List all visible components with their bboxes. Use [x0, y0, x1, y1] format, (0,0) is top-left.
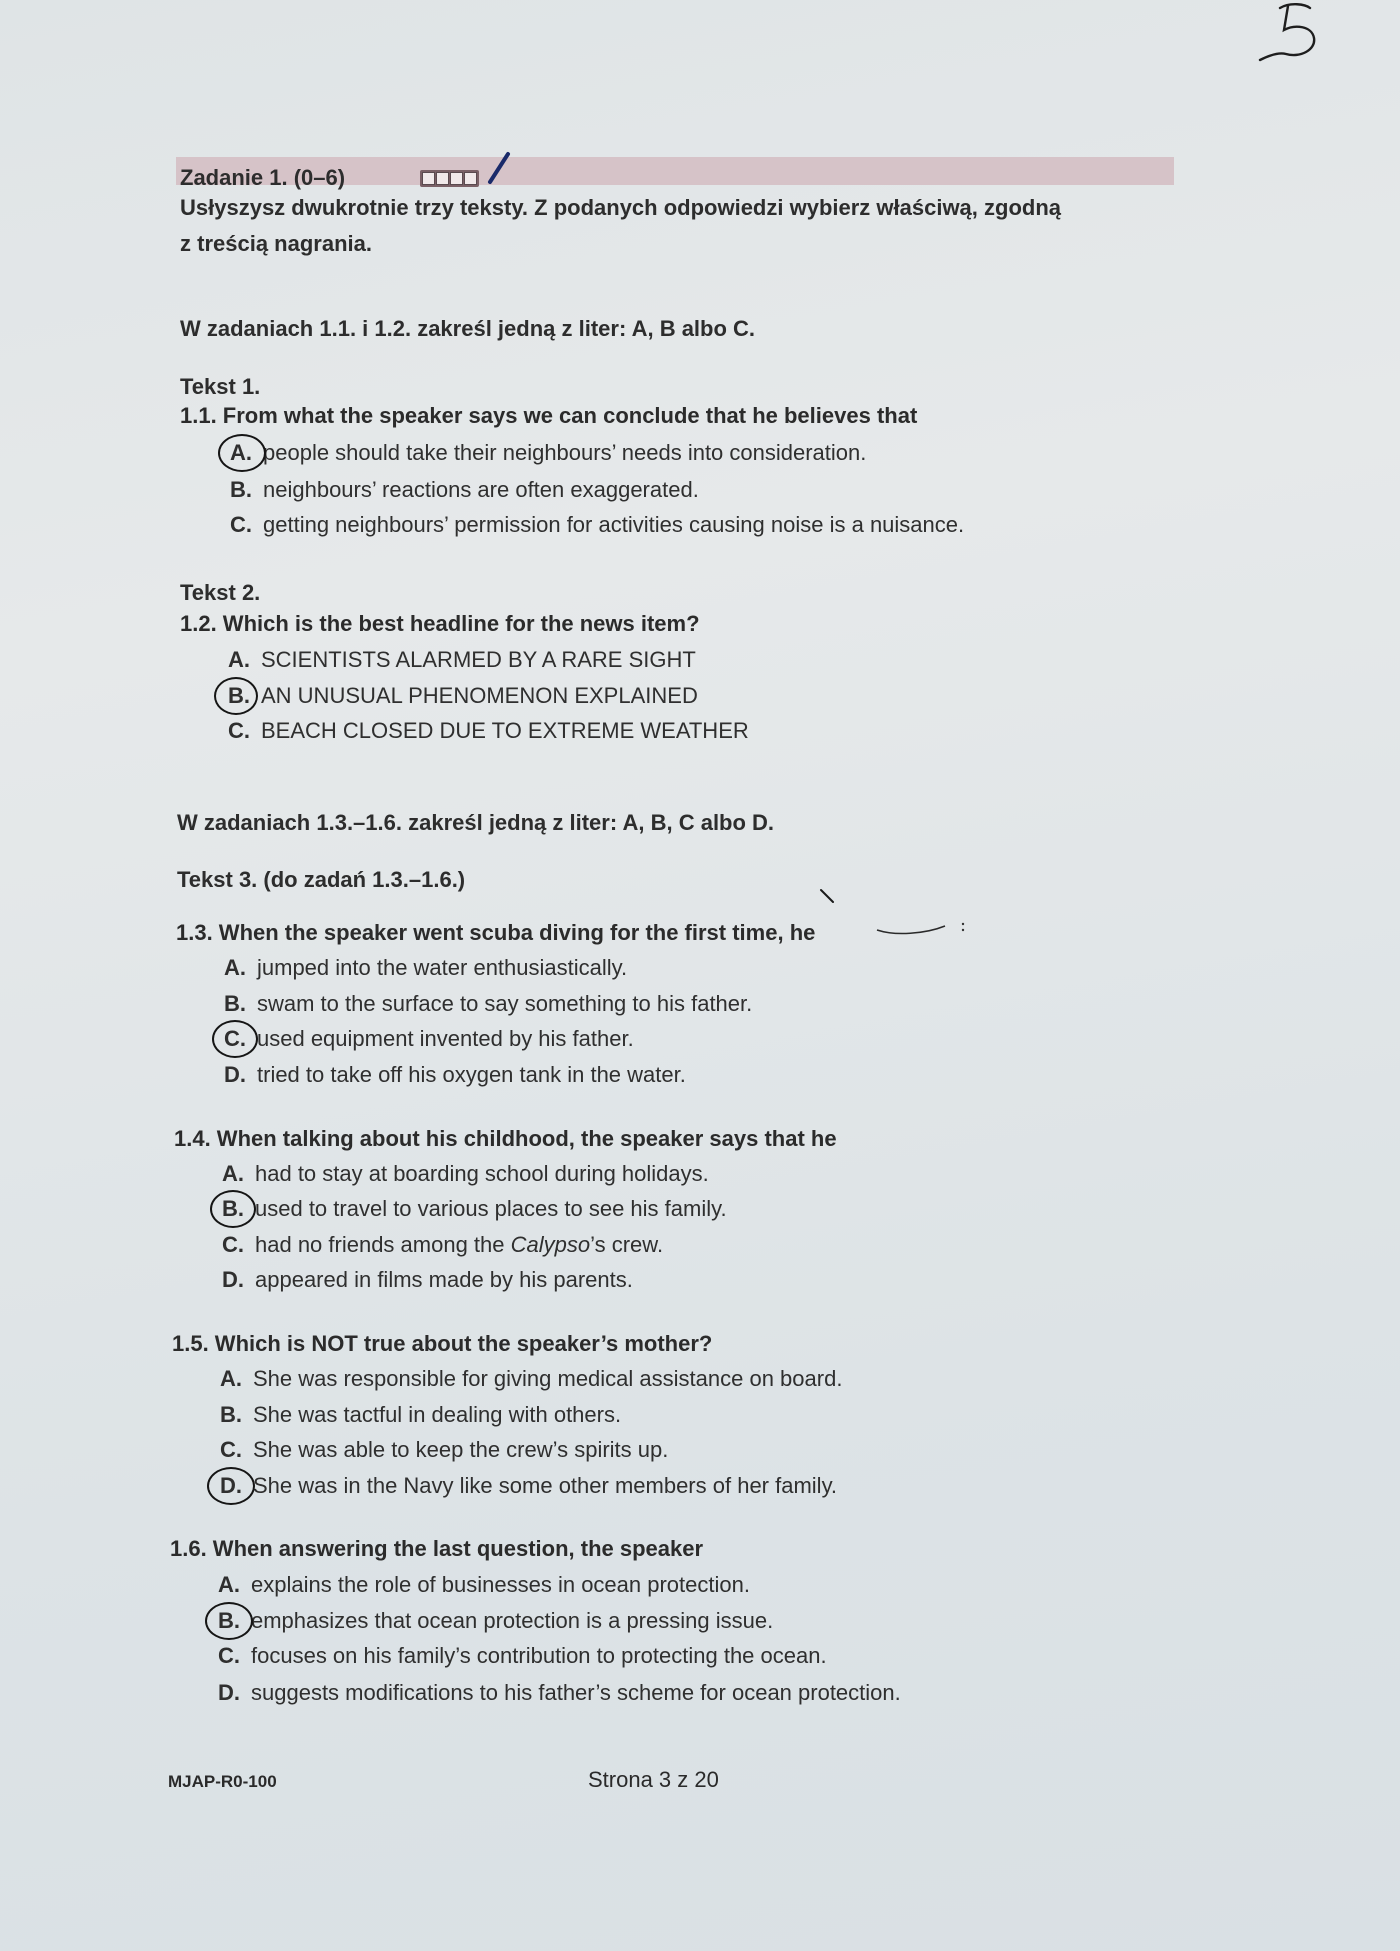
- option-1-2-b[interactable]: B. AN UNUSUAL PHENOMENON EXPLAINED: [228, 683, 698, 709]
- question-1-1: 1.1. From what the speaker says we can conclude that he believes that: [180, 403, 918, 428]
- text2-heading: Tekst 2.: [180, 580, 261, 605]
- option-1-4-d[interactable]: D. appeared in films made by his parents.: [222, 1267, 633, 1292]
- option-1-3-d[interactable]: D. tried to take off his oxygen tank in the water.: [224, 1062, 686, 1087]
- option-1-6-c[interactable]: C. focuses on his family’s contribution to protecting the ocean.: [218, 1643, 827, 1668]
- question-1-3: 1.3. When the speaker went scuba diving for the first time, he: [176, 920, 816, 945]
- option-1-6-b[interactable]: B. emphasizes that ocean protection is a pressing issue.: [218, 1608, 773, 1634]
- text3-heading: Tekst 3. (do zadań 1.3.–1.6.): [177, 867, 466, 892]
- score-box: [436, 172, 449, 185]
- option-1-5-a[interactable]: A. She was responsible for giving medical assistance on board.: [220, 1366, 843, 1391]
- handwritten-page-mark: [1250, 0, 1330, 75]
- option-1-1-a[interactable]: A. people should take their neighbours’ needs into consideration.: [230, 440, 866, 466]
- answer-circle: [218, 434, 266, 472]
- option-1-3-c[interactable]: C. used equipment invented by his father.: [224, 1026, 634, 1052]
- page-number: Strona 3 z 20: [588, 1767, 719, 1792]
- score-box: [450, 172, 463, 185]
- text1-heading: Tekst 1.: [180, 374, 261, 399]
- task-title: Zadanie 1. (0–6): [180, 165, 346, 190]
- option-1-5-c[interactable]: C. She was able to keep the crew’s spirits up.: [220, 1437, 669, 1462]
- question-1-4: 1.4. When talking about his childhood, the speaker says that he: [174, 1126, 837, 1151]
- score-box: [422, 172, 435, 185]
- pen-slash-mark: [478, 150, 512, 188]
- option-1-3-b[interactable]: B. swam to the surface to say something to his father.: [224, 991, 753, 1016]
- answer-circle: [205, 1602, 253, 1640]
- option-1-6-d[interactable]: D. suggests modifications to his father’s scheme for ocean protection.: [218, 1680, 901, 1705]
- question-1-5: 1.5. Which is NOT true about the speaker’s mother?: [172, 1331, 713, 1356]
- option-1-1-b[interactable]: B. neighbours’ reactions are often exaggerated.: [230, 477, 699, 502]
- task-instruction-line2: z treścią nagrania.: [180, 231, 372, 256]
- option-1-3-a[interactable]: A. jumped into the water enthusiastically.: [224, 955, 628, 980]
- question-1-6: 1.6. When answering the last question, the speaker: [170, 1536, 704, 1561]
- task-instruction-line1: Usłyszysz dwukrotnie trzy teksty. Z podanych odpowiedzi wybierz właściwą, zgodną: [180, 195, 1062, 220]
- section2-instruction: W zadaniach 1.3.–1.6. zakreśl jedną z liter: A, B, C albo D.: [177, 810, 775, 835]
- section1-instruction: W zadaniach 1.1. i 1.2. zakreśl jedną z liter: A, B albo C.: [180, 316, 756, 341]
- option-1-6-a[interactable]: A. explains the role of businesses in ocean protection.: [218, 1572, 750, 1597]
- option-1-5-b[interactable]: B. She was tactful in dealing with others.: [220, 1402, 622, 1427]
- option-1-1-c[interactable]: C. getting neighbours’ permission for activities causing noise is a nuisance.: [230, 512, 965, 537]
- score-boxes: [420, 170, 479, 187]
- exam-code: MJAP-R0-100: [168, 1772, 277, 1791]
- option-1-4-b[interactable]: B. used to travel to various places to see his family.: [222, 1196, 727, 1222]
- answer-circle: [210, 1190, 256, 1228]
- option-1-4-c[interactable]: C. had no friends among the Calypso’s crew.: [222, 1232, 664, 1257]
- pen-marks: [815, 884, 995, 944]
- option-1-2-a[interactable]: A. SCIENTISTS ALARMED BY A RARE SIGHT: [228, 647, 696, 672]
- answer-circle: [207, 1467, 255, 1505]
- answer-circle: [212, 1020, 258, 1058]
- answer-circle: [214, 677, 258, 715]
- option-1-5-d[interactable]: D. She was in the Navy like some other members of her family.: [220, 1473, 837, 1499]
- option-1-4-a[interactable]: A. had to stay at boarding school during holidays.: [222, 1161, 709, 1186]
- option-1-2-c[interactable]: C. BEACH CLOSED DUE TO EXTREME WEATHER: [228, 718, 749, 743]
- question-1-2: 1.2. Which is the best headline for the news item?: [180, 611, 700, 636]
- score-box: [464, 172, 477, 185]
